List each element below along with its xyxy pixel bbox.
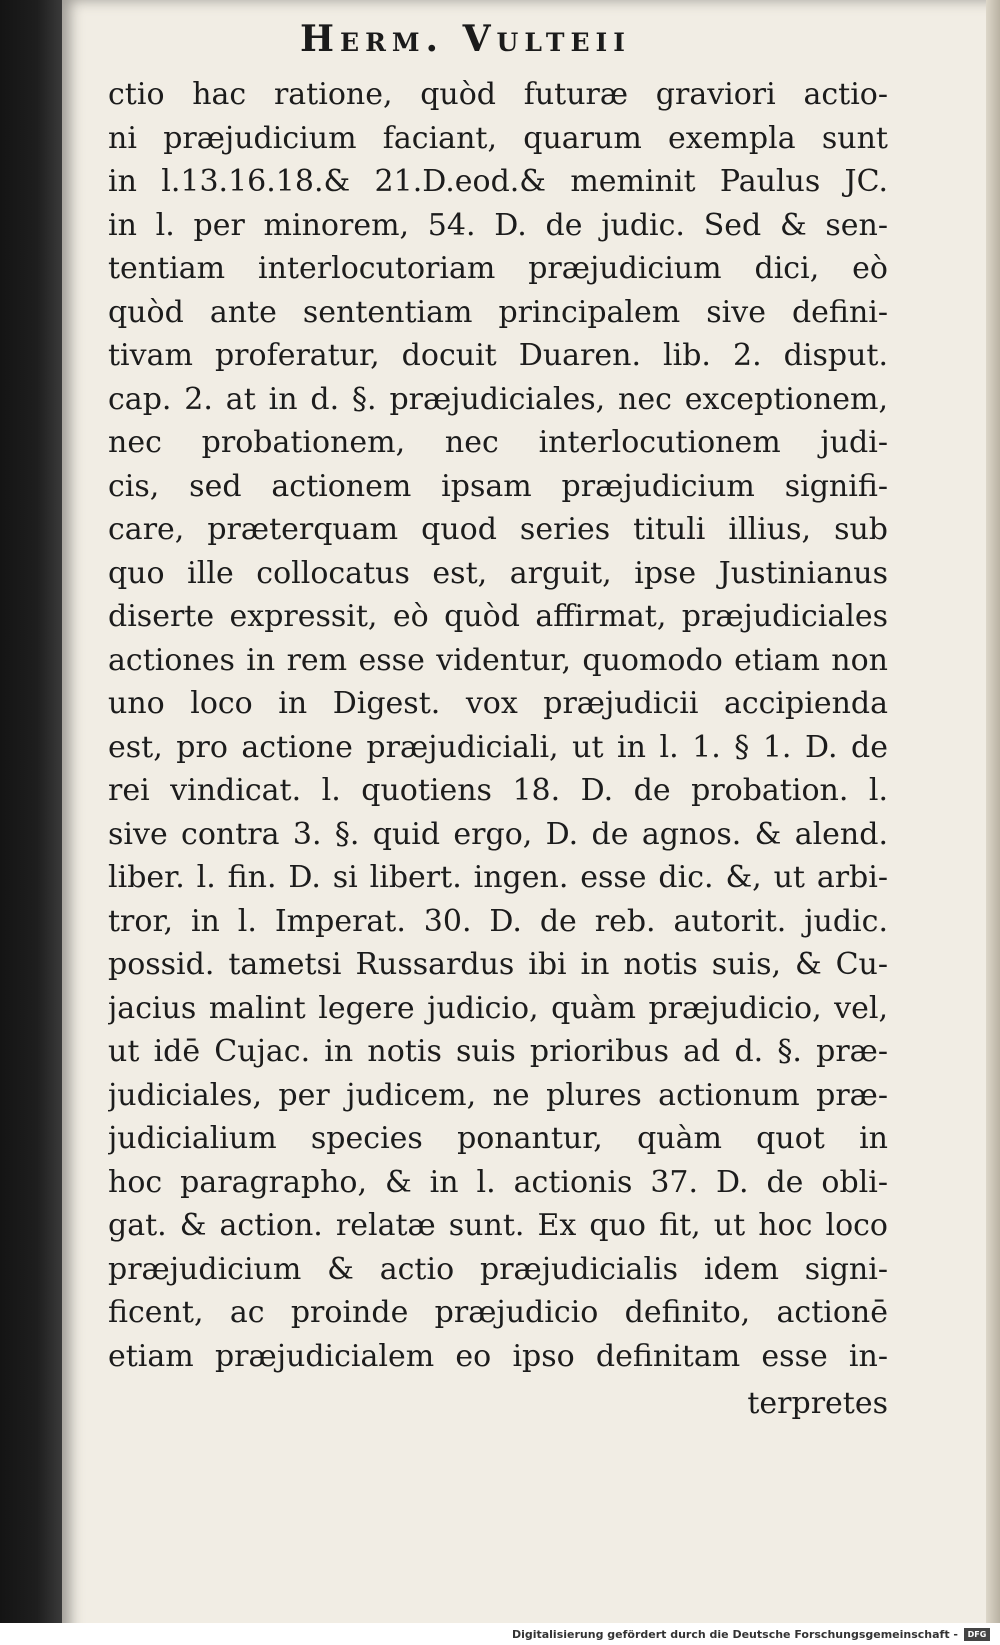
text-line: nec probationem, nec interlocutionem judi- bbox=[108, 425, 888, 460]
text-line: possid. tametsi Russardus ibi in notis suis, & Cu- bbox=[108, 947, 888, 982]
text-line: in l. per minorem, 54. D. de judic. Sed & sen- bbox=[108, 207, 888, 243]
text-line: judiciales, per judicem, ne plures actionum præ- bbox=[108, 1077, 888, 1113]
text-line: liber. l. fin. D. si libert. ingen. esse dic. &, ut arbi- bbox=[108, 860, 888, 895]
footer-credit: Digitalisierung gefördert durch die Deutsche Forschungsgemeinschaft - bbox=[511, 1628, 958, 1641]
text-line: gat. & action. relatæ sunt. Ex quo fit, ut hoc loco bbox=[108, 1208, 888, 1243]
text-line: tentiam interlocutoriam præjudicium dici, eò bbox=[108, 251, 888, 286]
text-line: judicialium species ponantur, quàm quot in bbox=[108, 1121, 888, 1156]
text-line: cap. 2. at in d. §. præjudiciales, nec exceptionem, bbox=[108, 381, 888, 417]
text-line: hoc paragrapho, & in l. actionis 37. D. de obli- bbox=[108, 1164, 888, 1200]
text-line: sive contra 3. §. quid ergo, D. de agnos. & alend. bbox=[108, 816, 888, 852]
page-edge bbox=[986, 0, 1000, 1645]
text-line: est, pro actione præjudiciali, ut in l. 1. § 1. D. de bbox=[108, 729, 888, 765]
text-line: ut idē Cujac. in notis suis prioribus ad d. §. præ- bbox=[108, 1034, 888, 1069]
text-line: care, præterquam quod series tituli illius, sub bbox=[108, 512, 888, 547]
dfg-logo: DFG bbox=[964, 1628, 990, 1641]
body-text bbox=[108, 73, 888, 1428]
text-line: uno loco in Digest. vox præjudicii accipienda bbox=[108, 686, 888, 721]
text-line: ni præjudicium faciant, quarum exempla sunt bbox=[108, 120, 888, 156]
text-line: præjudicium & actio præjudicialis idem signi- bbox=[108, 1251, 888, 1287]
text-line: tivam proferatur, docuit Duaren. lib. 2. disput. bbox=[108, 338, 888, 373]
text-line: tror, in l. Imperat. 30. D. de reb. autorit. judic. bbox=[108, 903, 888, 939]
book-spine bbox=[0, 0, 62, 1645]
running-head: Herm. Vulteii bbox=[300, 18, 631, 60]
catchword: terpretes bbox=[747, 1386, 888, 1421]
text-line: etiam præjudicialem eo ipso definitam esse in- bbox=[108, 1338, 888, 1374]
text-line: diserte expressit, eò quòd affirmat, præjudiciales bbox=[108, 599, 888, 634]
text-line: cis, sed actionem ipsam præjudicium signifi- bbox=[108, 468, 888, 504]
text-line: ficent, ac proinde præjudicio definito, actionē bbox=[108, 1295, 888, 1330]
text-line: in l.13.16.18.& 21.D.eod.& meminit Paulus JC. bbox=[108, 164, 888, 199]
footer-bar bbox=[0, 1623, 1000, 1645]
text-line: quo ille collocatus est, arguit, ipse Justinianus bbox=[108, 555, 888, 591]
text-line: jacius malint legere judicio, quàm præjudicio, vel, bbox=[108, 990, 888, 1026]
text-line: rei vindicat. l. quotiens 18. D. de probation. l. bbox=[108, 773, 888, 808]
text-line: actiones in rem esse videntur, quomodo etiam non bbox=[108, 642, 888, 678]
text-line: ctio hac ratione, quòd futuræ graviori actio- bbox=[108, 77, 888, 112]
text-line: quòd ante sententiam principalem sive defini- bbox=[108, 294, 888, 330]
